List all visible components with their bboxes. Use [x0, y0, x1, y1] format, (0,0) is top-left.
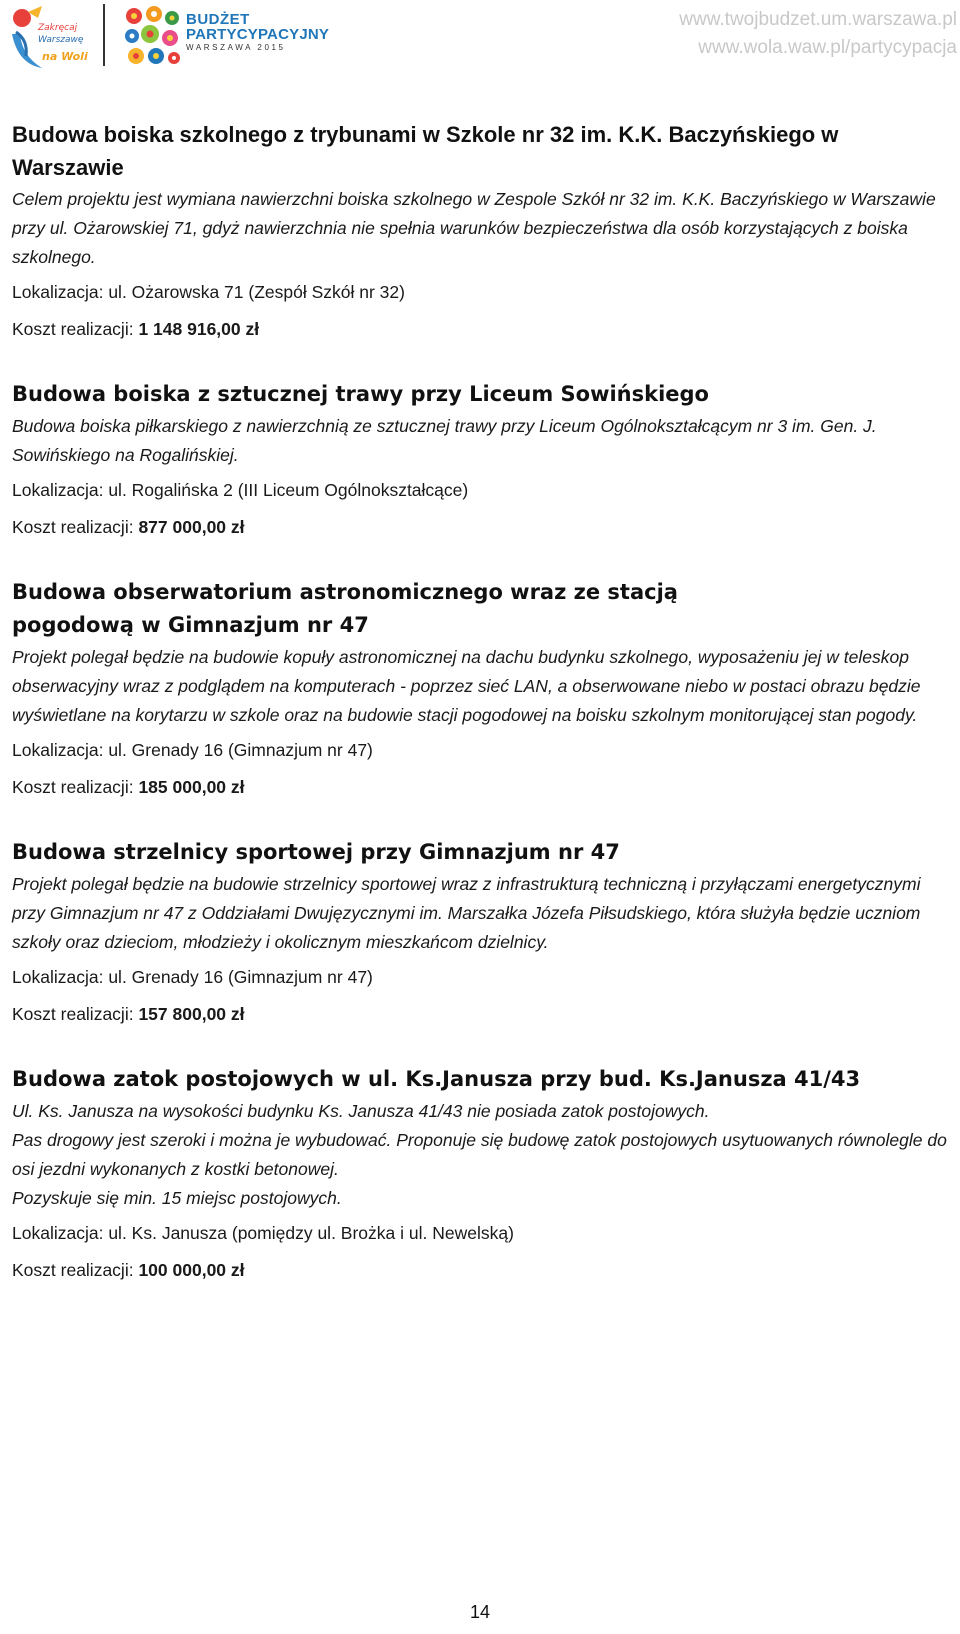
cost-label: Koszt realizacji:	[12, 517, 134, 537]
location-label: Lokalizacja:	[12, 740, 104, 760]
project-description: Celem projektu jest wymiana nawierzchni boiska szkolnego w Zespole Szkół nr 32 im. K.K. Baczyńskiego w Warszawie przy ul. Ożarowskiej 71, gdyż nawierzchnia nie spełnia warunków bezpieczeństwa dla osób korzystających z boiska szkolnego.	[12, 189, 936, 267]
project-description: Projekt polegał będzie na budowie kopuły astronomicznej na dachu budynku szkolnego, wyposażeniu jej w teleskop obserwacyjny wraz z podglądem na komputerach - poprzez sieć LAN, a obserwowane niebo w postaci obrazu będzie wyświetlane na korytarzu w szkole oraz na budowie stacji pogodowej na boisku szkolnym monitorującej stan pogody.	[12, 647, 921, 725]
bp-title-line2: PARTYCYPACYJNY	[186, 26, 330, 43]
project-description: Ul. Ks. Janusza na wysokości budynku Ks. Janusza 41/43 nie posiada zatok postojowych. Pas drogowy jest szeroki i można je wybudować. Proponuje się budowę zatok postojowych usytuowanych równolegle do osi jezdni wykonanych z kostki betonowej. Pozyskuje się min. 15 miejsc postojowych.	[12, 1101, 947, 1208]
location-value: ul. Rogalińska 2 (III Liceum Ogólnokształcące)	[108, 480, 469, 500]
project-title: Budowa strzelnicy sportowej przy Gimnazjum nr 47	[12, 840, 620, 864]
page-number: 14	[469, 1602, 491, 1622]
project-title: Budowa obserwatorium astronomicznego wraz ze stacją pogodową w Gimnazjum nr 47	[12, 580, 678, 637]
project-location	[12, 278, 947, 307]
url-twojbudzet[interactable]: www.twojbudzet.um.warszawa.pl	[679, 9, 957, 30]
budzet-partycypacyjny-logo	[122, 4, 330, 68]
project-title: Budowa boiska szkolnego z trybunami w Szkole nr 32 im. K.K. Baczyńskiego w Warszawie	[12, 122, 839, 180]
project-cost	[12, 315, 947, 344]
project-description: Projekt polegał będzie na budowie strzelnicy sportowej wraz z infrastrukturą techniczną i przyłączami energetycznymi przy Gimnazjum nr 47 z Oddziałami Dwujęzycznymi im. Marszałka Józefa Piłsudskiego, która służyła będzie uczniom szkoły oraz dzieciom, młodzieży i okolicznym mieszkańcom dzielnicy.	[12, 874, 921, 952]
project-item	[12, 836, 947, 1029]
project-item	[12, 1063, 947, 1285]
project-cost	[12, 1256, 947, 1285]
svg-text:Zakręcaj: Zakręcaj	[38, 23, 78, 33]
cost-value: 1 148 916,00 zł	[138, 319, 260, 339]
location-value: ul. Ożarowska 71 (Zespół Szkół nr 32)	[108, 282, 405, 302]
page-header	[0, 0, 960, 80]
project-location	[12, 1219, 947, 1248]
svg-text:Warszawę: Warszawę	[38, 35, 84, 45]
header-divider	[103, 4, 105, 66]
cost-value: 100 000,00 zł	[138, 1260, 245, 1280]
svg-text:na Woli: na Woli	[42, 50, 88, 63]
flowers-icon	[122, 4, 184, 68]
project-location	[12, 476, 947, 505]
location-value: ul. Ks. Janusza (pomiędzy ul. Brożka i ul. Newelską)	[108, 1223, 514, 1243]
project-cost	[12, 513, 947, 542]
cost-label: Koszt realizacji:	[12, 1004, 134, 1024]
zakrecony-warszawa-logo	[8, 4, 90, 72]
bp-logo-text	[186, 12, 329, 53]
location-label: Lokalizacja:	[12, 480, 104, 500]
cost-value: 877 000,00 zł	[138, 517, 245, 537]
header-urls	[679, 6, 957, 62]
location-label: Lokalizacja:	[12, 282, 104, 302]
cost-label: Koszt realizacji:	[12, 1260, 134, 1280]
location-value: ul. Grenady 16 (Gimnazjum nr 47)	[108, 967, 373, 987]
location-value: ul. Grenady 16 (Gimnazjum nr 47)	[108, 740, 373, 760]
cost-label: Koszt realizacji:	[12, 777, 134, 797]
url-wola[interactable]: www.wola.waw.pl/partycypacja	[698, 37, 957, 58]
project-title: Budowa zatok postojowych w ul. Ks.Janusza przy bud. Ks.Janusza 41/43	[12, 1067, 861, 1091]
project-location	[12, 736, 947, 765]
project-description: Budowa boiska piłkarskiego z nawierzchnią ze sztucznej trawy przy Liceum Ogólnokształcącym nr 3 im. Gen. J. Sowińskiego na Rogalińskiej.	[12, 416, 877, 465]
projects-list	[12, 118, 947, 1285]
cost-value: 185 000,00 zł	[138, 777, 245, 797]
project-item	[12, 378, 947, 542]
project-cost	[12, 773, 947, 802]
project-title: Budowa boiska z sztucznej trawy przy Liceum Sowińskiego	[12, 382, 709, 406]
location-label: Lokalizacja:	[12, 967, 104, 987]
project-location	[12, 963, 947, 992]
project-item	[12, 576, 947, 802]
project-cost	[12, 1000, 947, 1029]
cost-value: 157 800,00 zł	[138, 1004, 245, 1024]
project-item	[12, 118, 947, 344]
bp-title-line1: BUDŻET	[186, 11, 250, 28]
bp-subtitle: WARSZAWA 2015	[186, 43, 286, 52]
location-label: Lokalizacja:	[12, 1223, 104, 1243]
cost-label: Koszt realizacji:	[12, 319, 134, 339]
woli-logo-icon	[8, 4, 90, 72]
